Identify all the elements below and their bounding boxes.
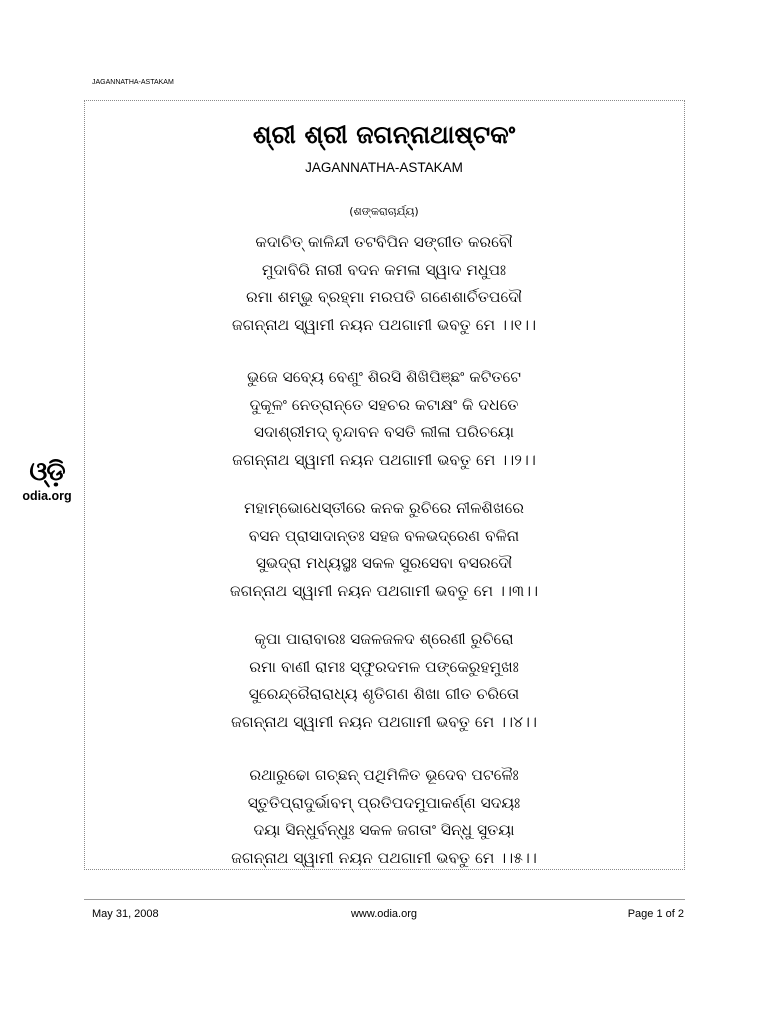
verse-line: ମୁଦାବିରି ନାରୀ ବଦନ କମଳା ସ୍ୱାଦ ମଧୁପଃ [261, 260, 507, 279]
stanza-5 [0, 762, 768, 872]
verse-line: ଦୟା ସିନ୍ଧୁର୍ବନ୍ଧୁଃ ସକଳ ଜଗତାଂ ସିନ୍ଧୁ ସୁତୟା [253, 821, 515, 839]
odia-org-logo [12, 457, 82, 503]
stanza-3 [0, 495, 768, 605]
footer-page-number: Page 1 of 2 [627, 908, 684, 920]
footer-divider [84, 899, 685, 900]
verse-line: ଜଗନ୍ନାଥ ସ୍ୱାମୀ ନୟନ ପଥଗାମୀ ଭବତୁ ମେ ।।୨।। [232, 450, 536, 469]
stanza-1 [0, 229, 768, 339]
verse-line: ସୁଭଦ୍ରା ମଧ୍ୟସ୍ଥଃ ସକଳ ସୁରସେବା ବସରଦୌ [255, 554, 513, 572]
page-header: JAGANNATHA-ASTAKAM [92, 79, 174, 86]
verse-line: ବସନ ପ୍ରାସାଦାନ୍ତଃ ସହଜ ବଳଭଦ୍ରେଣ ବଳିନା [248, 526, 520, 545]
verse-line: ଜଗନ୍ନାଥ ସ୍ୱାମୀ ନୟନ ପଥଗାମୀ ଭବତୁ ମେ ।।୧।। [231, 315, 537, 334]
stanza-4 [0, 626, 768, 736]
verse-line: କଦାଚିତ୍ କାଳିନ୍ଦୀ ତଟବିପିନ ସଙ୍ଗୀତ କରବୌ [255, 233, 513, 251]
logo-text: odia.org [22, 489, 72, 503]
page-subtitle: JAGANNATHA-ASTAKAM [305, 160, 463, 175]
verse-line: ରମା ଶମ୍ଭୁ ବ୍ରହ୍ମା ମରପତି ଗଣେଶାର୍ଚିତପଦୌ [245, 288, 523, 306]
stanza-2 [0, 364, 768, 474]
verse-line: ସୁରେନ୍ଦ୍ରୈରାରାଧ୍ୟ ଶୃତିଗଣ ଶିଖା ଗୀତ ଚରିତୋ [248, 685, 520, 703]
verse-line: ଜଗନ୍ନାଥ ସ୍ୱାମୀ ନୟନ ପଥଗାମୀ ଭବତୁ ମେ ।।୫।। [231, 848, 537, 867]
verse-line: ସଦାଶ୍ରୀମଦ୍ ବୃନ୍ଦାବନ ବସତି ଲୀଳା ପରିଚୟୋ [253, 423, 515, 441]
footer-date: May 31, 2008 [92, 908, 159, 920]
page-title: ଶ୍ରୀ ଶ୍ରୀ ଜଗନ୍ନାଥାଷ୍ଟକଂ [252, 120, 516, 149]
verse-line: ରଥାରୁଢୋ ଗଚ୍ଛନ୍ ପଥିମିଳିତ ଭୂଦେବ ପଟଳୈଃ [249, 766, 519, 784]
verse-line: ଭୁଜେ ସବ୍ୟେ ବେଣୁଂ ଶିରସି ଶିଖିପିଞ୍ଛଂ କଟିତଟେ [247, 368, 521, 386]
verse-line: ରମା ବାଣୀ ରାମଃ ସ୍ଫୁରଦମଳ ପଙ୍କେରୁହମୁଖଃ [249, 657, 519, 676]
author-credit: (ଶଙ୍କରାଚାର୍ଯ୍ୟ) [349, 205, 419, 218]
verse-line: ସ୍ତୁତିପ୍ରାଦୁର୍ଭାବମ୍ ପ୍ରତିପଦମୁପାକର୍ଣ୍ଣ ସଦୟଃ [247, 793, 521, 812]
verse-line: ଜଗନ୍ନାଥ ସ୍ୱାମୀ ନୟନ ପଥଗାମୀ ଭବତୁ ମେ ।।୩।। [229, 581, 539, 600]
verse-line: ଜଗନ୍ନାଥ ସ୍ୱାମୀ ନୟନ ପଥଗାମୀ ଭବତୁ ମେ ।।୪।। [231, 712, 537, 731]
footer-url: www.odia.org [350, 908, 418, 920]
verse-line: ମହାମ୍ଭୋଧେସ୍ତୀରେ କନକ ରୁଚିରେ ନୀଳଶିଖରେ [243, 499, 525, 517]
verse-line: କୃପା ପାରାବାରଃ ସଜଳଜଳଦ ଶ୍ରେଣୀ ରୁଚିରୋ [254, 630, 514, 648]
verse-line: ଦୁକୂଳଂ ନେତ୍ରାନ୍ତେ ସହଚର କଟାକ୍ଷଂ କି ଦଧତେ [249, 395, 519, 414]
logo-mark-icon: ଓ୍ଡ଼ି [29, 457, 65, 487]
